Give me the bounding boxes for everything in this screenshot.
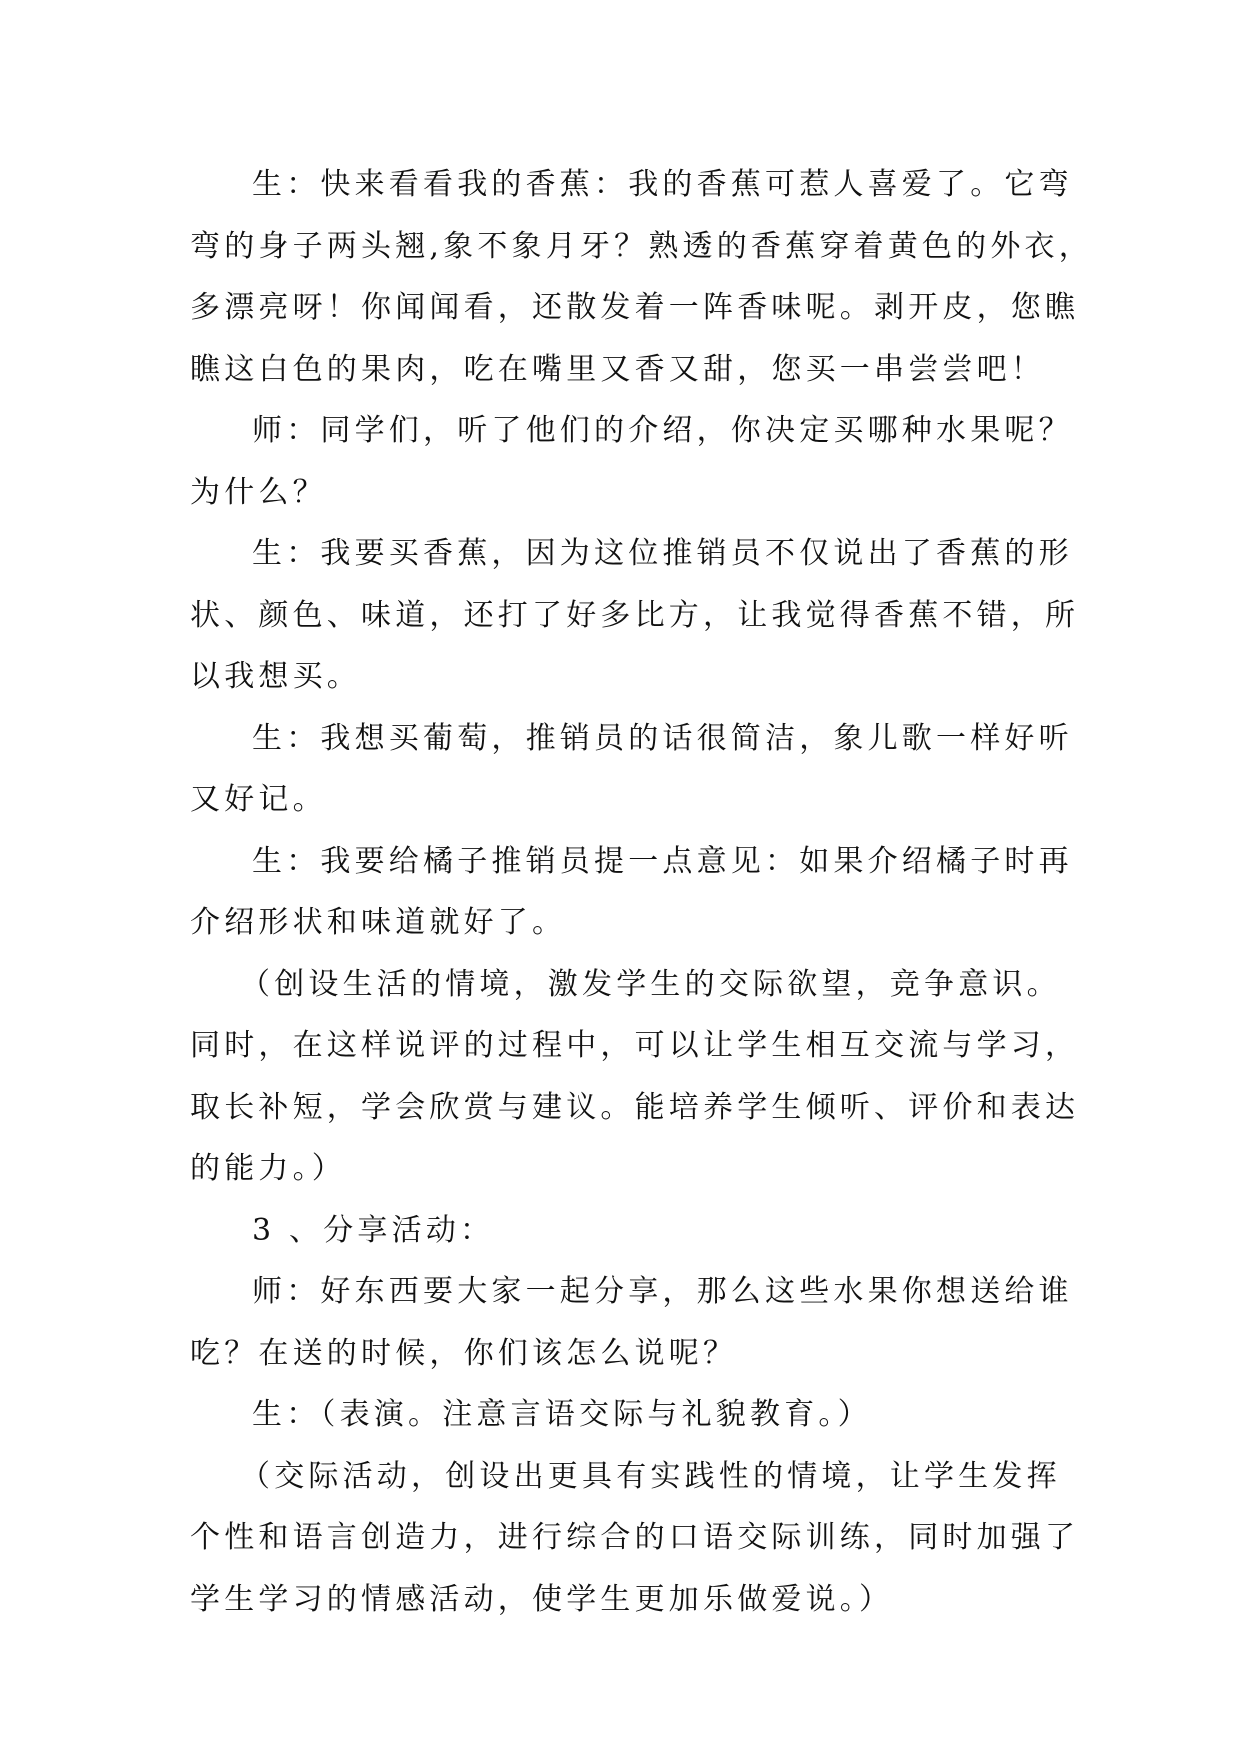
text-line: 师：同学们，听了他们的介绍，你决定买哪种水果呢？: [252, 413, 1073, 448]
text-line: （交际活动，创设出更具有实践性的情境，让学生发挥: [240, 1458, 1061, 1494]
text-line: 瞧这白色的果肉，吃在嘴里又香又甜，您买一串尝尝吧！: [190, 351, 1045, 387]
text-line: 生：快来看看我的香蕉：我的香蕉可惹人喜爱了。它弯: [252, 167, 1073, 202]
text-line: 个性和语言创造力，进行综合的口语交际训练，同时加强了: [190, 1520, 1080, 1555]
text-line: 学生学习的情感活动，使学生更加乐做爱说。）: [190, 1581, 894, 1617]
text-line: 师：好东西要大家一起分享，那么这些水果你想送给谁: [252, 1274, 1073, 1309]
text-line: 以我想买。: [190, 659, 361, 694]
text-line: （创设生活的情境，激发学生的交际欲望，竞争意识。: [240, 966, 1061, 1002]
text-line: 介绍形状和味道就好了。: [190, 905, 567, 940]
text-line: 弯的身子两头翘,象不象月牙？熟透的香蕉穿着黄色的外衣，: [190, 228, 1093, 264]
text-line: 状、颜色、味道，还打了好多比方，让我觉得香蕉不错，所: [190, 597, 1080, 633]
text-line: 同时，在这样说评的过程中，可以让学生相互交流与学习，: [190, 1028, 1080, 1063]
text-line: 吃？在送的时候，你们该怎么说呢？: [190, 1335, 738, 1371]
text-line: 又好记。: [190, 782, 327, 817]
text-line: 生：我要买香蕉，因为这位推销员不仅说出了香蕉的形: [252, 536, 1073, 571]
text-line: 多漂亮呀！你闻闻看，还散发着一阵香味呢。剥开皮，您瞧: [190, 290, 1080, 325]
text-line: 为什么？: [190, 474, 327, 510]
document-body: [190, 154, 1093, 1630]
text-line: 生：我要给橘子推销员提一点意见：如果介绍橘子时再: [252, 843, 1073, 879]
text-line: 生：我想买葡萄，推销员的话很简洁，象儿歌一样好听: [252, 720, 1073, 756]
text-line: 取长补短，学会欣赏与建议。能培养学生倾听、评价和表达: [190, 1089, 1080, 1125]
text-line: 生：（表演。注意言语交际与礼貌教育。）: [252, 1397, 872, 1432]
text-line: 的能力。）: [190, 1151, 346, 1186]
section-heading: 3 、分享活动：: [252, 1212, 495, 1248]
